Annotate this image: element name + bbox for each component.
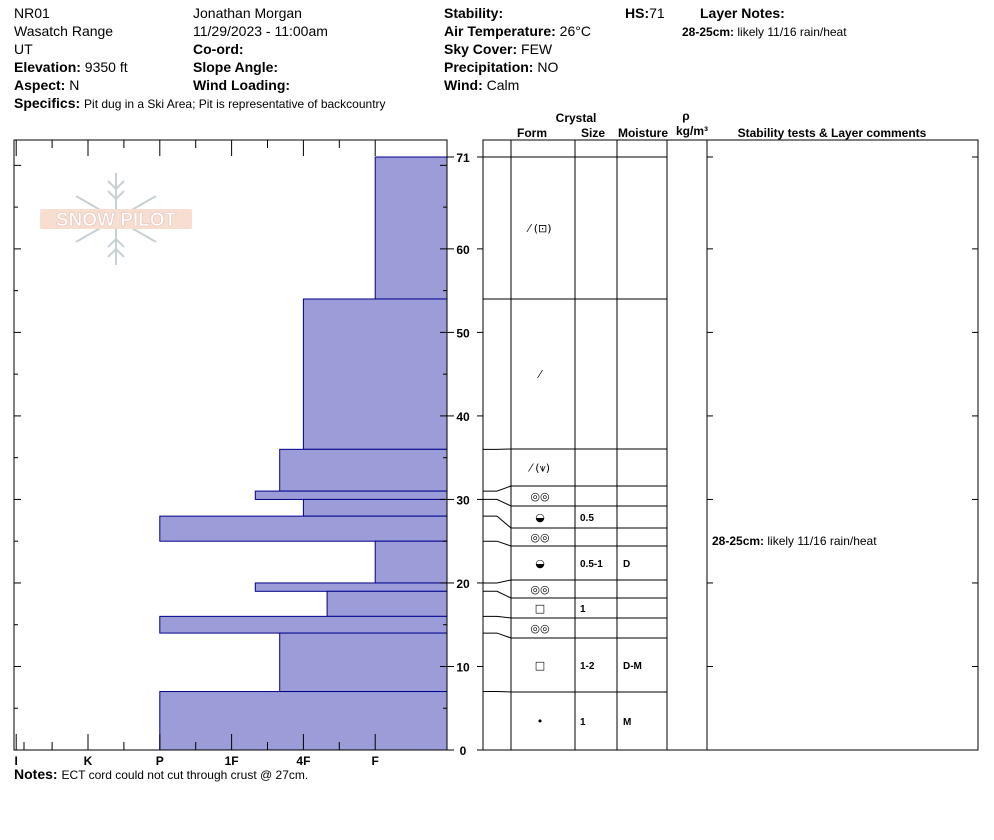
rho-header: ρ <box>682 109 690 123</box>
depth-axis <box>14 151 978 758</box>
depth-tick-10: 10 <box>456 660 470 675</box>
hardness-bar-6 <box>375 541 447 583</box>
sky-label: Sky Cover: <box>444 41 518 57</box>
stability-header: Stability tests & Layer comments <box>737 126 927 140</box>
wind-label: Wind: <box>444 77 483 93</box>
hardness-tick-P: P <box>155 754 164 768</box>
table-frame <box>483 140 978 750</box>
layer-form-1: ⁄ <box>539 368 541 381</box>
layer-comment-0: 28-25cm: likely 11/16 rain/heat <box>712 534 877 549</box>
hardness-bar-1 <box>303 299 447 449</box>
hardness-bar-8 <box>327 591 447 616</box>
specifics-label: Specifics: <box>14 95 81 111</box>
state: UT <box>14 41 33 57</box>
hardness-bar-3 <box>255 491 447 499</box>
hs-label: HS: <box>625 5 650 21</box>
layer-size-10: 1-2 <box>580 661 595 672</box>
hardness-tick-I: I <box>14 754 18 768</box>
precip-value: NO <box>537 59 559 75</box>
layer-form-0: ⁄ (⊡) <box>528 222 552 235</box>
logo-text: SNOW PILOT <box>55 210 177 231</box>
size-header: Size <box>580 126 606 140</box>
hardness-tick-K: K <box>83 754 93 768</box>
aspect-label: Aspect: <box>14 77 66 93</box>
layer-form-8: □ <box>534 602 546 615</box>
notes-row <box>14 766 308 782</box>
pit-name: NR01 <box>14 5 50 21</box>
aspect-value: N <box>69 77 80 93</box>
hardness-tick-1F: 1F <box>224 754 239 768</box>
hardness-bar-9 <box>160 616 447 633</box>
specifics-value: Pit dug in a Ski Area; Pit is representative of backcountry <box>84 97 386 111</box>
layer-form-3: ◎◎ <box>530 490 550 503</box>
snowpilot-logo <box>40 173 192 265</box>
slope-label: Slope Angle: <box>193 59 279 75</box>
layer-note-range: 28-25cm: <box>682 25 735 39</box>
coord-label: Co-ord: <box>193 41 244 57</box>
hardness-bar-7 <box>255 583 447 591</box>
hardness-bar-10 <box>280 633 447 691</box>
layer-table <box>483 140 978 750</box>
range: Wasatch Range <box>14 23 114 39</box>
sky-value: FEW <box>521 41 553 57</box>
table-headers <box>517 109 927 140</box>
hardness-bar-4 <box>303 499 447 516</box>
table-rows <box>483 157 877 750</box>
layer-form-9: ◎◎ <box>530 622 550 635</box>
layer-form-7: ◎◎ <box>530 583 550 596</box>
layer-moisture-11: M <box>623 717 632 728</box>
density-unit-header: kg/m³ <box>675 124 709 138</box>
hardness-bars <box>160 157 447 750</box>
layer-notes-label: Layer Notes: <box>700 5 785 21</box>
stability-label: Stability: <box>444 5 504 21</box>
depth-tick-71: 71 <box>456 151 470 165</box>
layer-note-text: likely 11/16 rain/heat <box>737 25 847 39</box>
layer-size-11: 1 <box>580 717 586 728</box>
depth-tick-0: 0 <box>459 744 467 758</box>
hardness-bar-0 <box>375 157 447 299</box>
layer-form-5: ◎◎ <box>530 531 550 544</box>
layer-size-6: 0.5-1 <box>580 559 603 570</box>
depth-tick-20: 20 <box>456 576 470 591</box>
hardness-bar-5 <box>160 516 447 541</box>
notes-text: ECT cord could not cut through crust @ 27cm. <box>61 768 309 782</box>
layer-form-11: • <box>536 715 544 728</box>
moisture-header: Moisture <box>617 126 669 140</box>
hardness-tick-4F: 4F <box>296 754 311 768</box>
crystal-header: Crystal <box>555 111 597 125</box>
layer-moisture-10: D-M <box>623 661 642 672</box>
precip-label: Precipitation: <box>444 59 534 75</box>
air-temp-label: Air Temperature: <box>444 23 556 39</box>
layer-size-8: 1 <box>580 604 586 615</box>
hardness-bar-2 <box>280 449 447 491</box>
form-header: Form <box>517 126 547 140</box>
elevation-value: 9350 ft <box>84 59 128 75</box>
wind-loading-label: Wind Loading: <box>193 77 291 93</box>
layer-form-2: ⁄ (⩛) <box>529 461 551 475</box>
hardness-tick-F: F <box>371 754 379 768</box>
depth-tick-60: 60 <box>456 242 470 257</box>
depth-tick-30: 30 <box>456 493 470 508</box>
depth-tick-40: 40 <box>456 409 470 424</box>
air-temp-value: 26°C <box>559 23 591 39</box>
layer-form-6: ◒ <box>535 557 545 570</box>
wind-value: Calm <box>486 77 520 93</box>
layer-moisture-6: D <box>623 559 631 570</box>
datetime: 11/29/2023 - 11:00am <box>193 23 328 39</box>
layer-form-10: □ <box>534 659 546 672</box>
notes-label: Notes: <box>14 766 58 782</box>
elevation-label: Elevation: <box>14 59 81 75</box>
depth-tick-50: 50 <box>456 326 470 341</box>
hs-value: 71 <box>649 5 665 21</box>
observer: Jonathan Morgan <box>193 5 302 21</box>
layer-form-4: ◒ <box>535 511 545 524</box>
layer-size-4: 0.5 <box>580 513 594 524</box>
